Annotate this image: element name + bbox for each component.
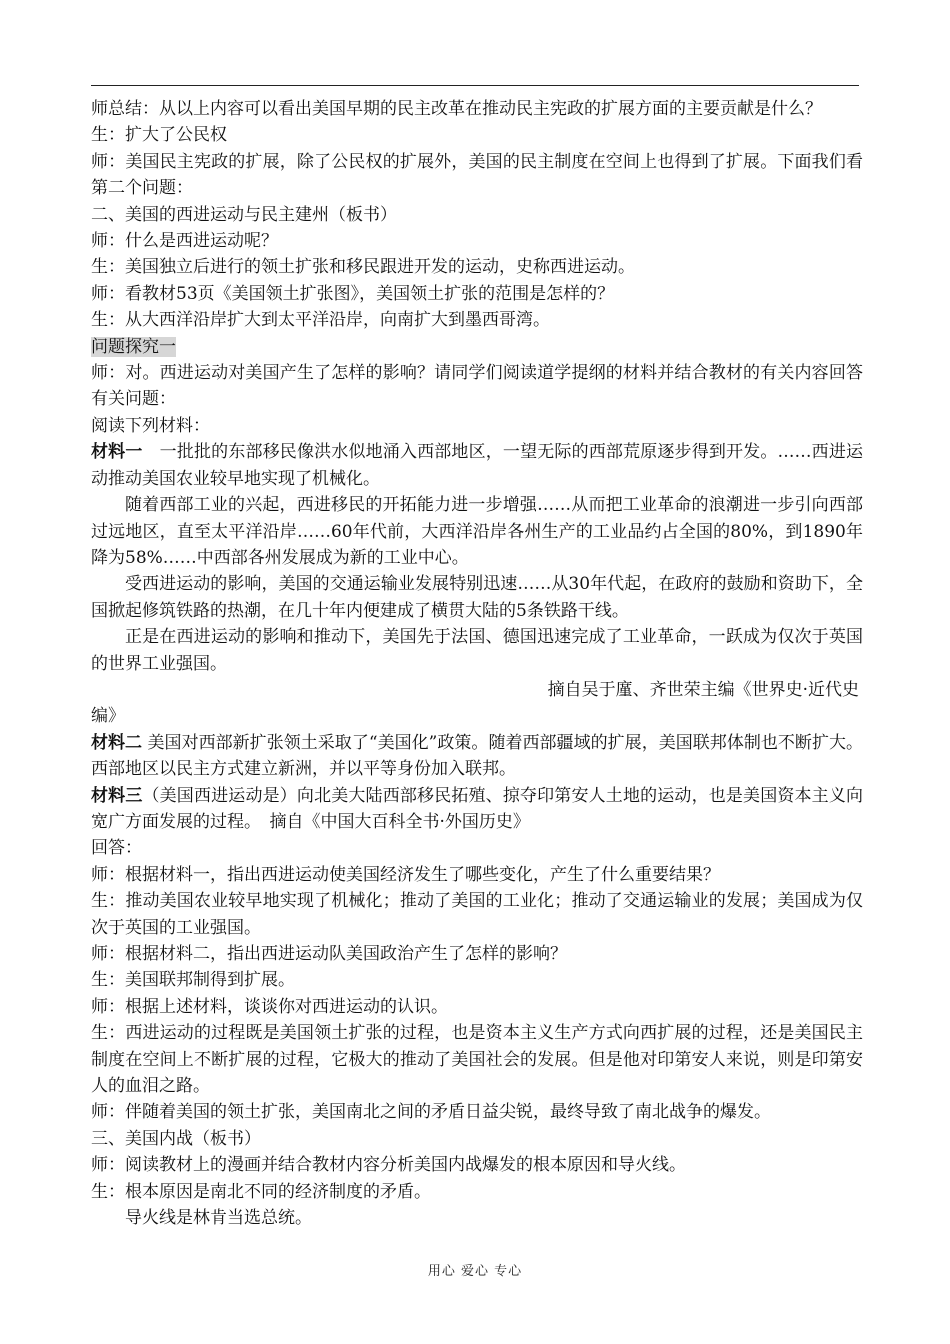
student-answer: 生：美国独立后进行的领土扩张和移民跟进开发的运动，史称西进运动。 xyxy=(91,257,635,278)
student-answer: 生：从大西洋沿岸扩大到太平洋沿岸，向南扩大到墨西哥湾。 xyxy=(91,310,550,331)
material-1-label: 材料一 xyxy=(91,442,143,463)
document-body xyxy=(91,96,863,1231)
material-1-paragraph: 正是在西进运动的影响和推动下，美国先于法国、德国迅速完成了工业革命，一跃成为仅次于英国的世界工业强国。 xyxy=(91,627,863,674)
teacher-question: 师：根据上述材料，谈谈你对西进运动的认识。 xyxy=(91,996,448,1017)
material-1-source: 摘自吴于廑、齐世荣主编《世界史·近代史 xyxy=(547,679,859,700)
teacher-transition: 师：美国民主宪政的扩展，除了公民权的扩展外，美国的民主制度在空间上也得到了扩展。下面我们看第二个问题： xyxy=(91,151,863,199)
teacher-question: 师：阅读教材上的漫画并结合教材内容分析美国内战爆发的根本原因和导火线。 xyxy=(91,1155,686,1176)
teacher-question: 师：根据材料二，指出西进运动队美国政治产生了怎样的影响？ xyxy=(91,944,567,964)
reading-instruction: 阅读下列材料： xyxy=(91,415,210,436)
material-1-paragraph: 随着西部工业的兴起，西进移民的开拓能力进一步增强……从而把工业革命的浪潮进一步引向西部过远地区，直至太平洋沿岸……60年代前，大西洋沿岸各州生产的工业品约占全国的80%，到1890年降为58%……中西部各州发展成为新的工业中心。 xyxy=(91,495,863,568)
teacher-summary: 师总结：从以上内容可以看出美国早期的民主改革在推动民主宪政的扩展方面的主要贡献是什么？ xyxy=(91,99,822,119)
inquiry-heading-label: 问题探究一 xyxy=(91,336,176,357)
material-2-label: 材料二 xyxy=(91,732,143,753)
student-answer: 生：扩大了公民权 xyxy=(91,125,227,146)
material-2 xyxy=(91,730,863,783)
material-3-label: 材料三 xyxy=(91,785,143,806)
student-answer: 生：根本原因是南北不同的经济制度的矛盾。 xyxy=(91,1181,431,1202)
teacher-question: 师：看教材53页《美国领土扩张图》，美国领土扩张的范围是怎样的？ xyxy=(91,283,615,304)
material-1-paragraph: 受西进运动的影响，美国的交通运输业发展特别迅速……从30年代起，在政府的鼓励和资助下，全国掀起修筑铁路的热潮，在几十年内便建成了横贯大陆的5条铁路干线。 xyxy=(91,574,863,621)
material-1 xyxy=(91,439,863,492)
material-1-text: 一批批的东部移民像洪水似地涌入西部地区，一望无际的西部荒原逐步得到开发。……西进运动推动美国农业较早地实现了机械化。 xyxy=(91,442,864,489)
material-2-text: 美国对西部新扩张领土采取了“美国化”政策。随着西部疆域的扩展，美国联邦体制也不断扩大。西部地区以民主方式建立新洲，并以平等身份加入联邦。 xyxy=(91,732,864,780)
teacher-transition: 师：伴随着美国的领土扩张，美国南北之间的矛盾日益尖锐，最终导致了南北战争的爆发。 xyxy=(91,1102,771,1123)
student-answer: 生：推动美国农业较早地实现了机械化；推动了美国的工业化；推动了交通运输业的发展；美国成为仅次于英国的工业强国。 xyxy=(91,891,863,938)
material-3-text: （美国西进运动是）向北美大陆西部移民拓殖、掠夺印第安人土地的运动，也是美国资本主义向宽广方面发展的过程。 摘自《中国大百科全书·外国历史》 xyxy=(91,785,864,832)
material-1-source-cont: 编》 xyxy=(91,706,125,727)
teacher-question: 师：什么是西进运动呢？ xyxy=(91,231,278,252)
student-answer: 生：美国联邦制得到扩展。 xyxy=(91,970,295,991)
header-rule xyxy=(91,85,859,86)
material-3 xyxy=(91,783,863,836)
answer-heading: 回答： xyxy=(91,838,142,859)
student-answer: 生：西进运动的过程既是美国领土扩张的过程，也是资本主义生产方式向西扩展的过程，还是美国民主制度在空间上不断扩展的过程，它极大的推动了美国社会的发展。但是他对印第安人来说，则是印第安人的血泪之路。 xyxy=(91,1023,863,1097)
student-answer-cont: 导火线是林肯当选总统。 xyxy=(125,1208,312,1229)
section-heading-3: 三、美国内战（板书） xyxy=(91,1128,261,1149)
page-footer: 用心 爱心 专心 xyxy=(427,1264,523,1279)
section-heading-2: 二、美国的西进运动与民主建州（板书） xyxy=(91,204,397,225)
inquiry-heading xyxy=(91,334,863,360)
teacher-question: 师：对。西进运动对美国产生了怎样的影响？请同学们阅读道学提纲的材料并结合教材的有关内容回答有关问题： xyxy=(91,363,863,410)
teacher-question: 师：根据材料一，指出西进运动使美国经济发生了哪些变化，产生了什么重要结果？ xyxy=(91,864,720,885)
